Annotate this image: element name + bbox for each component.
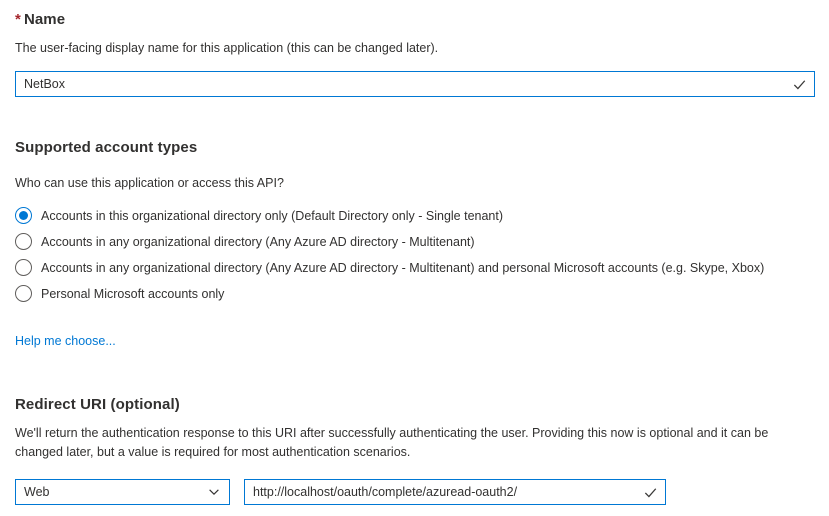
name-section-title [15,11,815,28]
platform-select-value: Web [24,485,50,499]
name-input[interactable] [16,77,792,91]
valid-checkmark-icon [792,77,807,92]
radio-button[interactable] [15,207,32,224]
radio-option-personal-only[interactable] [15,285,815,302]
required-marker: * [15,11,21,28]
radio-button[interactable] [15,259,32,276]
chevron-down-icon [207,485,221,499]
redirect-uri-section [15,396,815,505]
valid-checkmark-icon [643,485,658,500]
name-field [15,71,815,97]
account-types-section [15,139,815,350]
name-section-title-text: Name [23,11,66,28]
radio-option-single-tenant[interactable] [15,207,815,224]
radio-option-label: Accounts in any organizational directory (Any Azure AD directory - Multitenant) [41,234,475,249]
name-description: The user-facing display name for this application (this can be changed later). [15,41,439,55]
help-me-choose-link[interactable]: Help me choose... [15,334,116,348]
redirect-uri-title: Redirect URI (optional) [15,396,180,413]
radio-button[interactable] [15,285,32,302]
radio-option-multitenant[interactable] [15,233,815,250]
redirect-uri-input[interactable] [245,485,643,499]
radio-option-label: Personal Microsoft accounts only [41,286,225,301]
redirect-uri-field [244,479,666,505]
radio-option-label: Accounts in any organizational directory (Any Azure AD directory - Multitenant) and personal Microsoft accounts (e.g. Skype, Xbox) [41,260,765,275]
account-types-title: Supported account types [15,139,198,156]
radio-button[interactable] [15,233,32,250]
name-section [15,11,815,97]
radio-option-label: Accounts in this organizational directory only (Default Directory only - Single tenant) [41,208,504,223]
redirect-uri-controls [15,479,815,505]
platform-select[interactable] [15,479,230,505]
account-types-radio-group [15,207,815,302]
redirect-uri-description: We'll return the authentication response to this URI after successfully authenticating the user. Providing this now is optional and it can be changed later, but a value is required for most authentication scenarios. [15,426,769,459]
account-types-question: Who can use this application or access this API? [15,176,284,190]
radio-option-multitenant-personal[interactable] [15,259,815,276]
